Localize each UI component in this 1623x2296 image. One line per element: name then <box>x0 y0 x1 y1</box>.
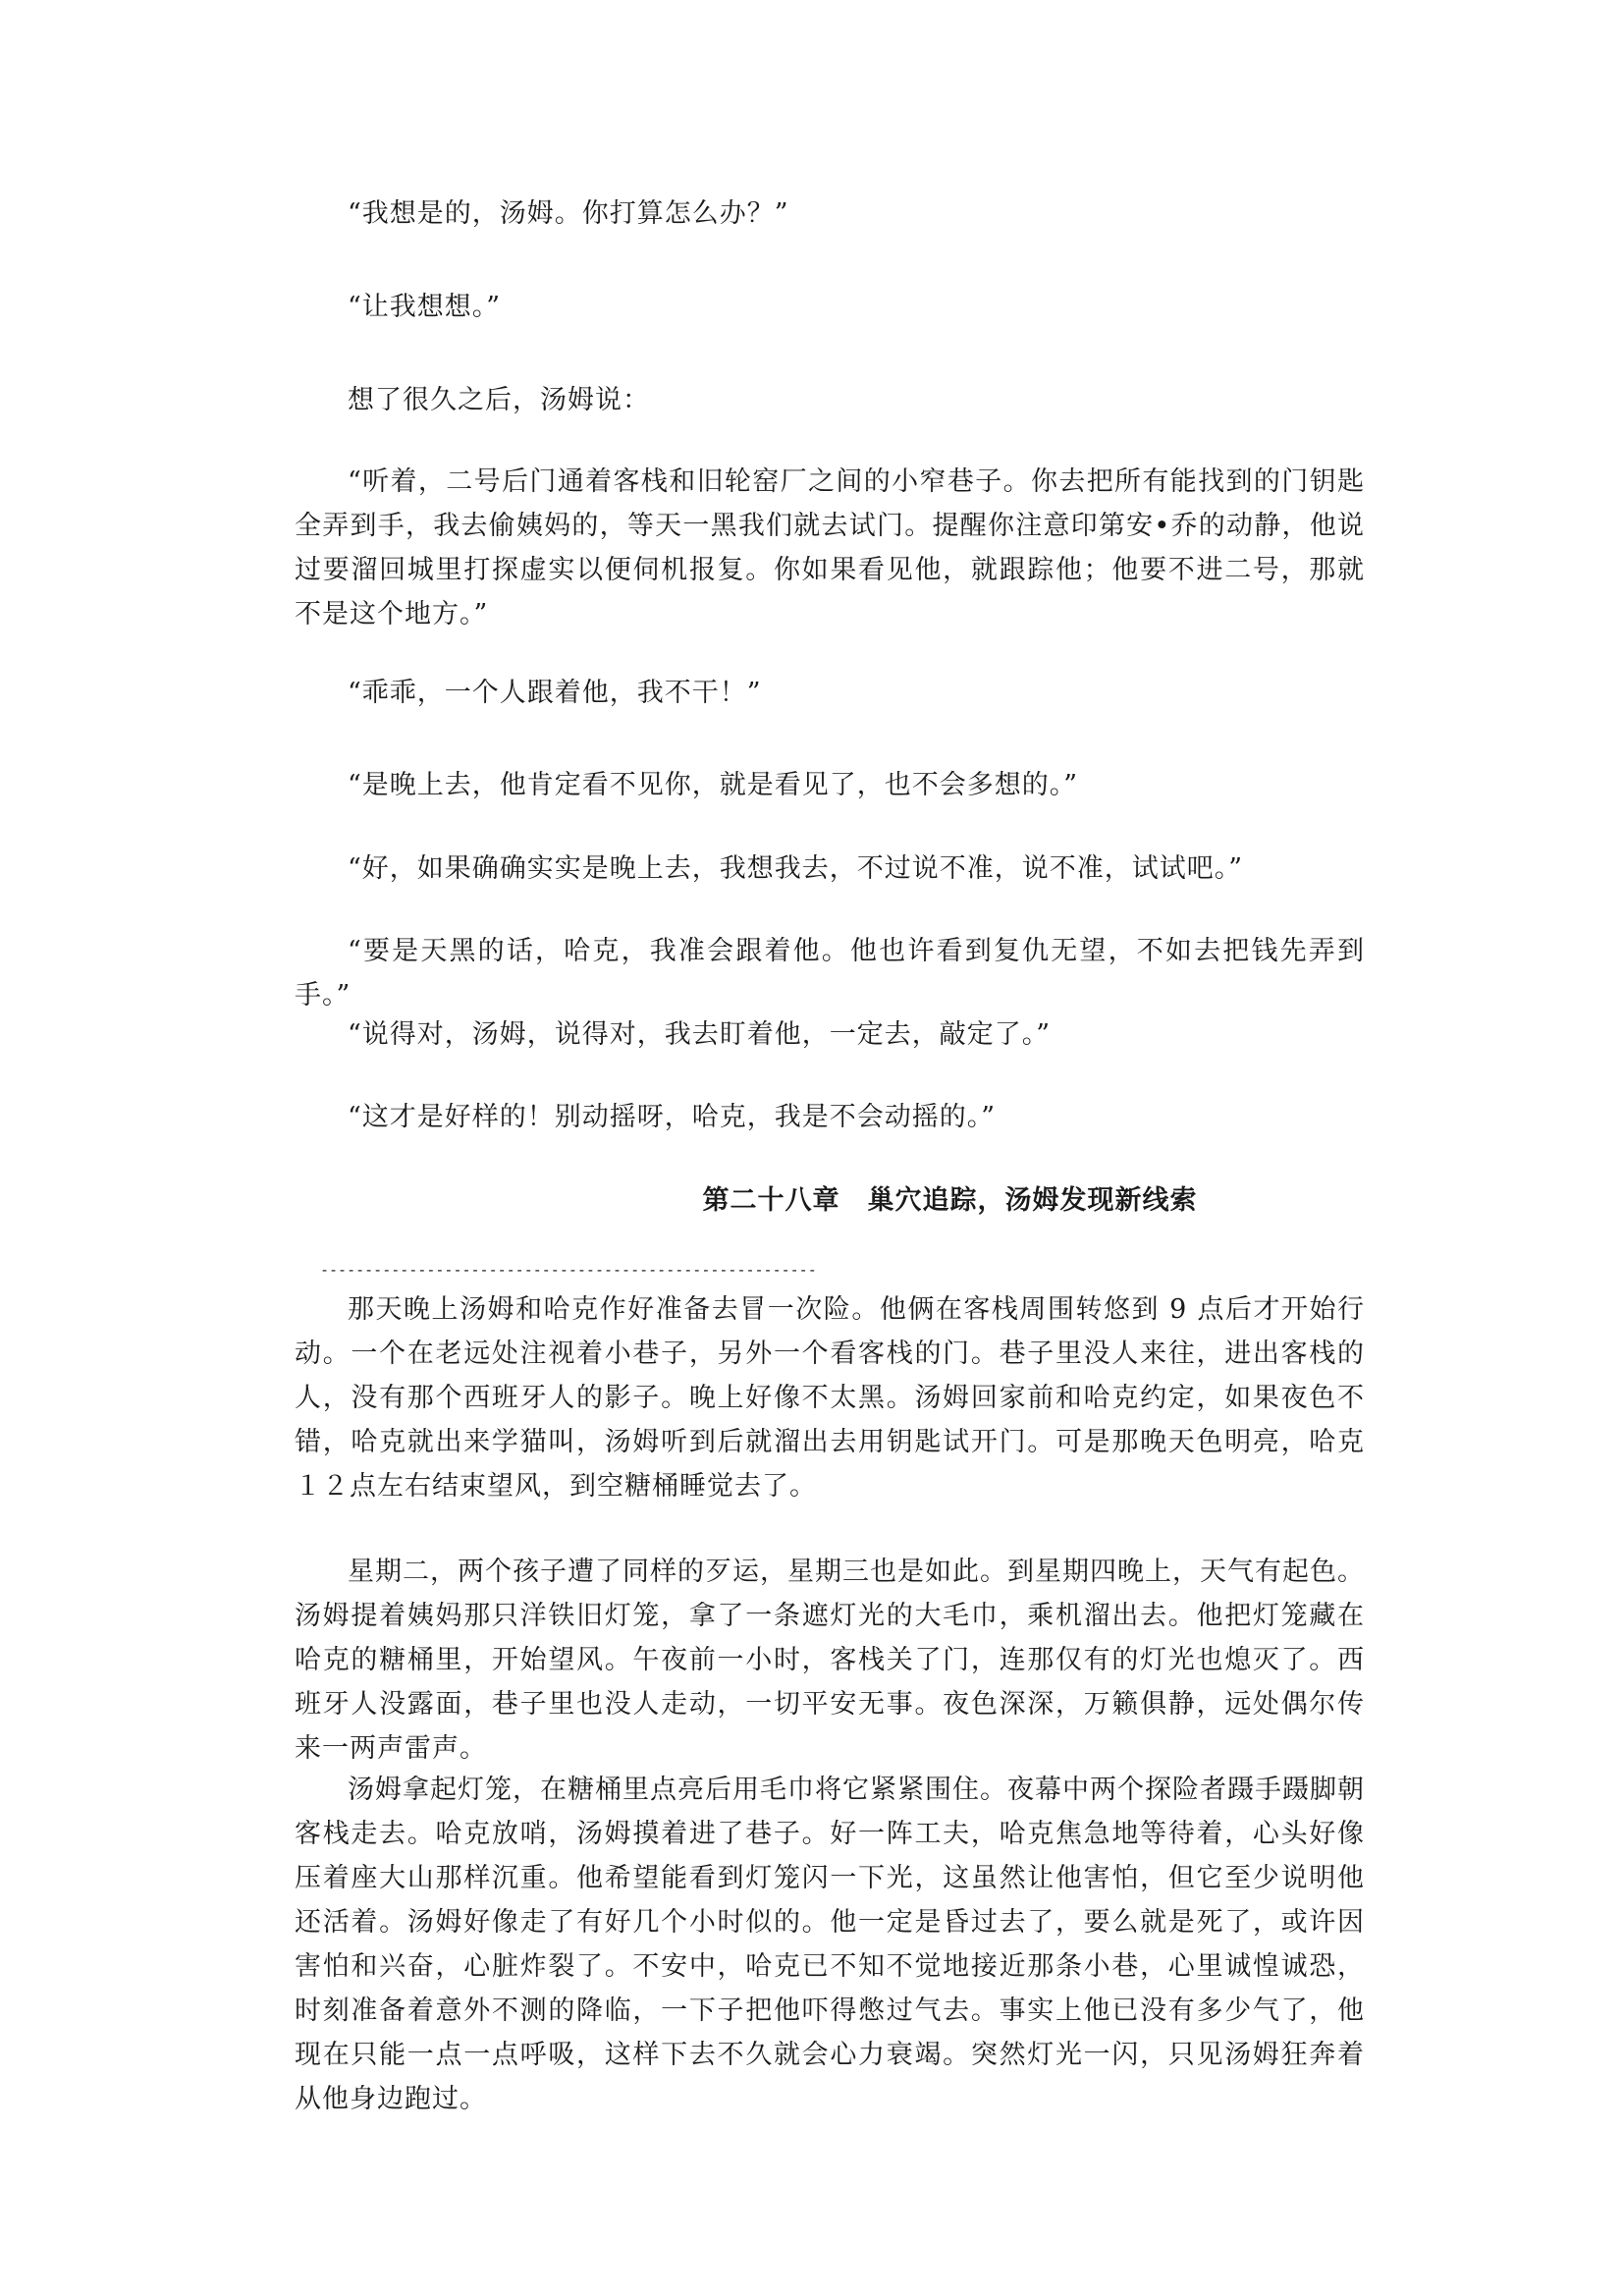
paragraph-13: 汤姆拿起灯笼，在糖桶里点亮后用毛巾将它紧紧围住。夜幕中两个探险者蹑手蹑脚朝客栈走去。哈克放哨，汤姆摸着进了巷子。好一阵工夫，哈克焦急地等待着，心头好像压着座大山那样沉重。他希望能看到灯笼闪一下光，这虽然让他害怕，但它至少说明他还活着。汤姆好像走了有好几个小时似的。他一定是昏过去了，要么就是死了，或许因害怕和兴奋，心脏炸裂了。不安中，哈克已不知不觉地接近那条小巷，心里诚惶诚恐，时刻准备着意外不测的降临，一下子把他吓得憋过气去。事实上他已没有多少气了，他现在只能一点一点呼吸，这样下去不久就会心力衰竭。突然灯光一闪，只见汤姆狂奔着从他身边跑过。 <box>295 1775 1365 2114</box>
paragraph-2: “让我想想。” <box>348 292 502 322</box>
paragraph-1: “我想是的，汤姆。你打算怎么办？” <box>348 198 789 229</box>
paragraph-11: 那天晚上汤姆和哈克作好准备去冒一次险。他俩在客栈周围转悠到 9 点后才开始行动。一个在老远处注视着小巷子，另外一个看客栈的门。巷子里没人来往，进出客栈的人，没有那个西班牙人的影子。晚上好像不太黑。汤姆回家前和哈克约定，如果夜色不错，哈克就出来学猫叫，汤姆听到后就溜出去用钥匙试开门。可是那晚天色明亮，哈克１２点左右结束望风，到空糖桶睡觉去了。 <box>295 1294 1365 1502</box>
paragraph-10: “这才是好样的！别动摇呀，哈克，我是不会动摇的。” <box>348 1102 997 1132</box>
chapter-title: 第二十八章 巢穴追踪，汤姆发现新线索 <box>702 1185 1198 1216</box>
paragraph-12: 星期二，两个孩子遭了同样的歹运，星期三也是如此。到星期四晚上，天气有起色。汤姆提着姨妈那只洋铁旧灯笼，拿了一条遮灯光的大毛巾，乘机溜出去。他把灯笼藏在哈克的糖桶里，开始望风。午夜前一小时，客栈关了门，连那仅有的灯光也熄灭了。西班牙人没露面，巷子里也没人走动，一切平安无事。夜色深深，万籁俱静，远处偶尔传来一两声雷声。 <box>295 1557 1365 1764</box>
paragraph-6: “是晚上去，他肯定看不见你，就是看见了，也不会多想的。” <box>348 770 1079 800</box>
paragraph-3: 想了很久之后，汤姆说： <box>348 385 650 415</box>
section-divider: -------------------------------------------------------- <box>320 1261 817 1279</box>
paragraph-9: “说得对，汤姆，说得对，我去盯着他，一定去，敲定了。” <box>348 1019 1052 1050</box>
paragraph-8: “要是天黑的话，哈克，我准会跟着他。他也许看到复仇无望，不如去把钱先弄到手。” <box>295 936 1365 1011</box>
paragraph-5: “乖乖，一个人跟着他，我不干！” <box>348 678 762 708</box>
paragraph-7: “好，如果确确实实是晚上去，我想我去，不过说不准，说不准，试试吧。” <box>348 853 1244 884</box>
paragraph-4: “听着，二号后门通着客栈和旧轮窑厂之间的小窄巷子。你去把所有能找到的门钥匙全弄到手，我去偷姨妈的，等天一黑我们就去试门。提醒你注意印第安•乔的动静，他说过要溜回城里打探虚实以便伺机报复。你如果看见他，就跟踪他；他要不进二号，那就不是这个地方。” <box>295 466 1365 629</box>
